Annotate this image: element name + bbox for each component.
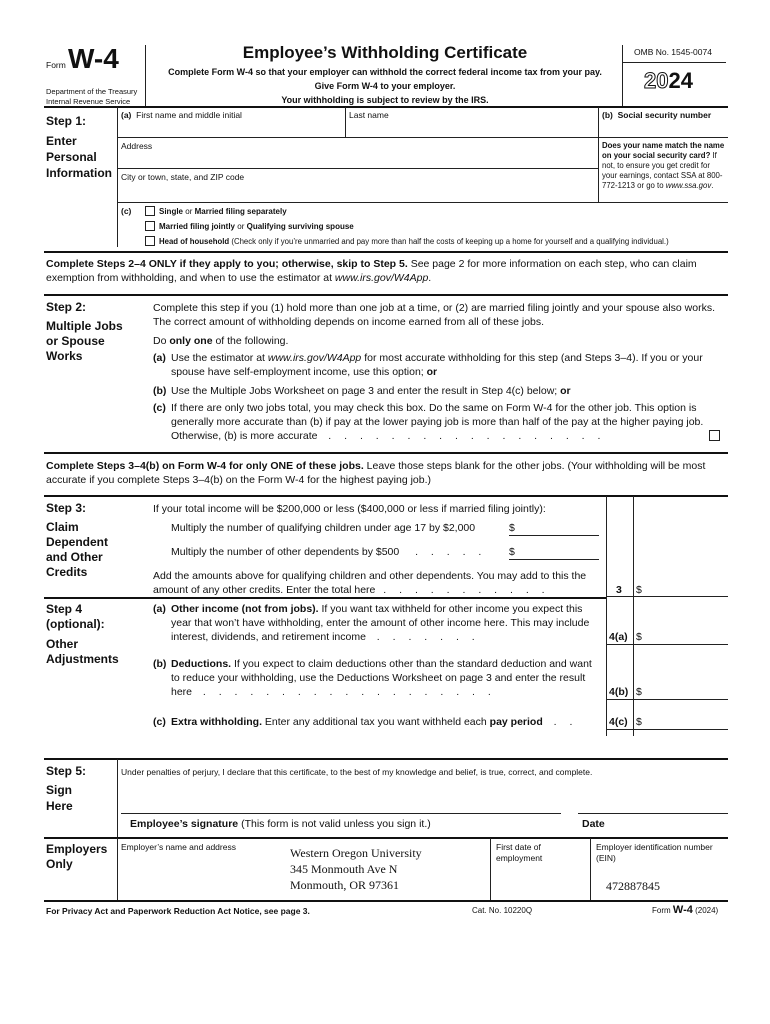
- agency: Internal Revenue Service: [46, 97, 131, 106]
- signature-line[interactable]: [121, 813, 561, 814]
- employer-address-line2[interactable]: Monmouth, OR 97361: [290, 878, 400, 892]
- step4-c-letter: (c): [153, 716, 166, 728]
- ssn-note: Does your name match the name on your social security card? If not, to ensure you get credit for your earnings, contact SSA at 800-772-1213 or go to www.ssa.gov.: [602, 141, 725, 190]
- checkbox-single[interactable]: [145, 206, 155, 216]
- city-label: City or town, state, and ZIP code: [121, 172, 245, 182]
- step2-c-letter: (c): [153, 402, 166, 414]
- subtitle-line3: Your withholding is subject to review by the IRS.: [281, 95, 489, 105]
- first-date-label: First date of employment: [496, 842, 543, 863]
- form-number: W-4: [68, 43, 119, 74]
- step3-total-text: Add the amounts above for qualifying children and other dependents. You may add to this the amount of any other credits. Enter the total here . . . . . . . . . . .: [153, 570, 587, 596]
- step2-title-1: Multiple Jobs: [46, 319, 123, 333]
- status-mfj: Married filing jointly or Qualifying surviving spouse: [159, 222, 354, 231]
- perjury-statement: Under penalties of perjury, I declare that this certificate, to the best of my knowledge and belief, is true, correct, and complete.: [121, 767, 593, 777]
- address-label: Address: [121, 141, 153, 151]
- step4b-text: Deductions. If you expect to claim deductions other than the standard deduction and want to reduce your withholding, use the Deductions Worksheet on page 3 and enter the result here . . . . . . . . . . . . . . . . . . .: [171, 658, 592, 698]
- date-caption: Date: [582, 818, 605, 830]
- step2-option-a: Use the estimator at www.irs.gov/W4App for most accurate withholding for this step (and Steps 3–4). If you or your spouse have self-employment income, use this option; or: [171, 352, 703, 378]
- checkbox-two-jobs[interactable]: [709, 430, 720, 441]
- step2-title-3: Works: [46, 349, 83, 363]
- date-line[interactable]: [578, 813, 728, 814]
- step3-others-dollar: $: [509, 546, 515, 558]
- step4b-dollar: $: [636, 686, 642, 698]
- tax-year-bold: 24: [668, 68, 693, 93]
- form-word: Form: [46, 60, 66, 70]
- step1-title-3: Information: [46, 166, 112, 180]
- checkbox-mfj[interactable]: [145, 221, 155, 231]
- step3-others-text: Multiply the number of other dependents by $500 . . . . .: [171, 546, 487, 558]
- first-name-field[interactable]: (a) First name and middle initial: [121, 110, 242, 120]
- step2-do-only-one: Do only one of the following.: [153, 335, 289, 347]
- step4-b-letter: (b): [153, 658, 167, 670]
- step2-title-2: or Spouse: [46, 334, 105, 348]
- ssn-label: Social security number: [617, 110, 712, 120]
- step4c-dollar: $: [636, 716, 642, 728]
- filing-status-letter: (c): [121, 206, 132, 216]
- last-name-field[interactable]: [349, 110, 389, 121]
- step3-label: Step 3:: [46, 501, 87, 515]
- step5-title-2: Here: [46, 799, 73, 813]
- step3-children-input[interactable]: [509, 535, 599, 536]
- status-hoh: Head of household (Check only if you’re unmarried and pay more than half the costs of keeping up a home for yourself and a qualifying individual.): [159, 237, 669, 246]
- step3-children-text: Multiply the number of qualifying children under age 17 by $2,000: [171, 522, 476, 534]
- step4a-input[interactable]: [606, 644, 728, 645]
- step2-option-c: If there are only two jobs total, you may check this box. Do the same on Form W-4 for the other job. This option is generally more accurate than (b) if pay at the lower paying job is more than half of the pay at the higher paying job. Otherwise, (b) is more accurate . . . . . . . . . . . . . . . . . .: [171, 402, 704, 442]
- last-name-label: Last name: [349, 110, 389, 120]
- step2-a-letter: (a): [153, 352, 166, 364]
- step1-label: Step 1:: [46, 114, 87, 128]
- step4-a-letter: (a): [153, 603, 166, 615]
- footer-form-id: Form W-4 (2024): [652, 904, 719, 916]
- step4a-number: 4(a): [609, 631, 628, 643]
- notice-steps-2-4: Complete Steps 2–4 ONLY if they apply to you; otherwise, skip to Step 5. See page 2 for more information on each step, who can claim exemption from withholding, and when to use the estimator at www.irs.gov/W4App.: [46, 258, 697, 284]
- employer-name-label: Employer’s name and address: [121, 842, 236, 852]
- subtitle-line2: Give Form W-4 to your employer.: [314, 81, 456, 91]
- step2-intro: Complete this step if you (1) hold more than one job at a time, or (2) are married filing jointly and your spouse also works. The correct amount of withholding depends on income earned from all of these jobs.: [153, 302, 716, 328]
- employers-title-2: Only: [46, 857, 73, 871]
- tax-year: [644, 68, 693, 94]
- step4c-input[interactable]: [606, 729, 728, 730]
- step3-line-number: 3: [616, 584, 622, 596]
- ssn-field[interactable]: (b) Social security number: [602, 110, 712, 120]
- step4a-dollar: $: [636, 631, 642, 643]
- step3-total-input[interactable]: [606, 596, 728, 597]
- step4a-text: Other income (not from jobs). If you want tax withheld for other income you expect this year that won’t have withholding, enter the amount of other income here. This may include interest, dividends, and retirement income . . . . . . .: [171, 603, 590, 643]
- ein-label: Employer identification number (EIN): [596, 842, 713, 863]
- step3-intro: If your total income will be $200,000 or less ($400,000 or less if married filing jointly):: [153, 503, 546, 515]
- form-title: Employee’s Withholding Certificate: [242, 43, 528, 62]
- employers-title-1: Employers: [46, 842, 108, 856]
- step2-option-b: Use the Multiple Jobs Worksheet on page 3 and enter the result in Step 4(c) below; or: [171, 385, 571, 397]
- step4c-number: 4(c): [609, 716, 628, 728]
- step3-title-2: Dependent: [46, 535, 109, 549]
- status-single: Single or Married filing separately: [159, 207, 287, 216]
- step4-title-2: Adjustments: [46, 652, 119, 666]
- privacy-notice: For Privacy Act and Paperwork Reduction Act Notice, see page 3.: [46, 906, 310, 916]
- step4-label: Step 4: [46, 602, 83, 616]
- step1-title-1: Enter: [46, 134, 77, 148]
- step3-others-input[interactable]: [509, 559, 599, 560]
- tax-year-outline: 20: [644, 68, 669, 93]
- signature-caption: Employee’s signature (This form is not valid unless you sign it.): [130, 818, 431, 830]
- step2-b-letter: (b): [153, 385, 167, 397]
- step3-title-3: and Other: [46, 550, 103, 564]
- address-field[interactable]: [121, 141, 152, 152]
- step4c-text: Extra withholding. Enter any additional tax you want withheld each pay period . .: [171, 716, 578, 728]
- step3-children-dollar: $: [509, 522, 515, 534]
- ein-value[interactable]: 472887845: [606, 879, 660, 893]
- step3-total-dollar: $: [636, 584, 642, 596]
- subtitle-line1: Complete Form W-4 so that your employer can withhold the correct federal income tax from your pay.: [168, 67, 602, 77]
- step2-label: Step 2:: [46, 300, 87, 314]
- step1-title-2: Personal: [46, 150, 97, 164]
- first-name-label: First name and middle initial: [136, 110, 242, 120]
- employer-name-value[interactable]: Western Oregon University: [290, 846, 422, 860]
- city-field[interactable]: [121, 172, 244, 183]
- employer-address-line1[interactable]: 345 Monmouth Ave N: [290, 862, 398, 876]
- notice-steps-3-4b: Complete Steps 3–4(b) on Form W-4 for only ONE of these jobs. Leave those steps blank for the other jobs. (Your withholding will be most accurate if you complete Steps 3–4(b) on the Form W-4 for the highest paying job.): [46, 460, 706, 486]
- omb-number: OMB No. 1545-0074: [634, 47, 712, 57]
- step4-optional: (optional):: [46, 617, 105, 631]
- catalog-number: Cat. No. 10220Q: [472, 906, 533, 915]
- department: Department of the Treasury: [46, 87, 138, 96]
- step4b-input[interactable]: [606, 699, 728, 700]
- step4-title-1: Other: [46, 637, 79, 651]
- step4b-number: 4(b): [609, 686, 629, 698]
- step3-title-1: Claim: [46, 520, 79, 534]
- checkbox-head-of-household[interactable]: [145, 236, 155, 246]
- step3-title-4: Credits: [46, 565, 88, 579]
- step5-title-1: Sign: [46, 783, 72, 797]
- step5-label: Step 5:: [46, 764, 87, 778]
